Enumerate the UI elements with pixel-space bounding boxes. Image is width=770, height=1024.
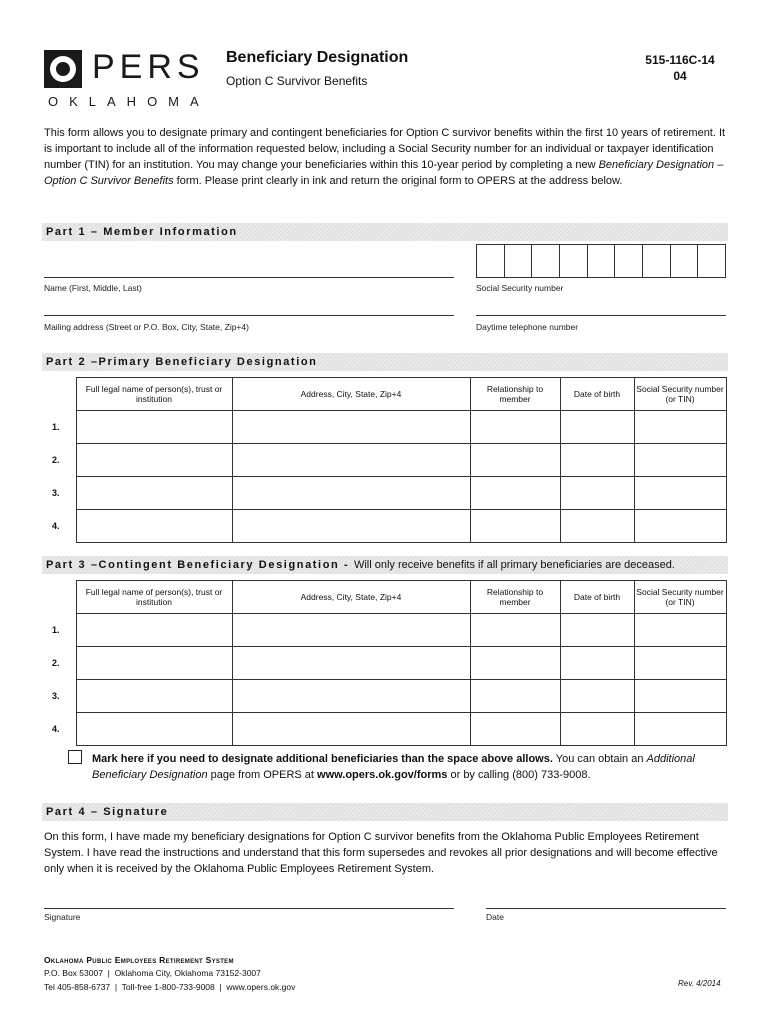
signature-label: Signature bbox=[44, 912, 81, 922]
footer-address: P.O. Box 53007 | Oklahoma City, Oklahoma 73152-3007 bbox=[44, 968, 261, 978]
address-cell[interactable] bbox=[232, 477, 470, 510]
ssn-label: Social Security number bbox=[476, 283, 564, 293]
name-line[interactable] bbox=[44, 277, 454, 278]
name-cell[interactable] bbox=[76, 411, 232, 444]
ssn-cell[interactable] bbox=[634, 510, 726, 543]
col-address-header: Address, City, State, Zip+4 bbox=[232, 378, 470, 411]
date-line[interactable] bbox=[486, 908, 726, 909]
address-cell[interactable] bbox=[232, 713, 470, 746]
address-cell[interactable] bbox=[232, 444, 470, 477]
ssn-cell[interactable] bbox=[634, 713, 726, 746]
address-cell[interactable] bbox=[232, 614, 470, 647]
part3-heading: Part 3 –Contingent Beneficiary Designation - Will only receive benefits if all primary beneficiaries are deceased. bbox=[42, 556, 728, 574]
additional-beneficiaries-checkbox[interactable] bbox=[68, 750, 82, 764]
row-number: 4. bbox=[52, 521, 60, 531]
signature-line[interactable] bbox=[44, 908, 454, 909]
name-cell[interactable] bbox=[76, 444, 232, 477]
signature-statement: On this form, I have made my beneficiary designations for Option C survivor benefits from the Oklahoma Public Employees Retirement System. I have read the instructions and understand that this form supersedes and revokes all prior designations and will become effective only when it is received by the Oklahoma Public Employees Retirement System. bbox=[44, 831, 718, 875]
table-row bbox=[44, 614, 726, 647]
row-number: 4. bbox=[52, 724, 60, 734]
part1-heading: Part 1 – Member Information bbox=[42, 223, 728, 241]
row-number: 1. bbox=[52, 422, 60, 432]
form-number: 515-116C-14 04 bbox=[645, 53, 715, 83]
part4-heading: Part 4 – Signature bbox=[42, 803, 728, 821]
table-row bbox=[44, 680, 726, 713]
name-cell[interactable] bbox=[76, 680, 232, 713]
dob-cell[interactable] bbox=[560, 614, 634, 647]
relationship-cell[interactable] bbox=[470, 510, 560, 543]
date-label: Date bbox=[486, 912, 504, 922]
part2-heading: Part 2 –Primary Beneficiary Designation bbox=[42, 353, 728, 371]
footer-org: Oklahoma Public Employees Retirement System bbox=[44, 955, 234, 965]
ssn-cell[interactable] bbox=[634, 444, 726, 477]
ssn-cell[interactable] bbox=[634, 477, 726, 510]
relationship-cell[interactable] bbox=[470, 614, 560, 647]
row-number: 2. bbox=[52, 658, 60, 668]
dob-cell[interactable] bbox=[560, 510, 634, 543]
table-header bbox=[44, 581, 726, 614]
form-subtitle: Option C Survivor Benefits bbox=[226, 74, 368, 88]
address-cell[interactable] bbox=[232, 647, 470, 680]
name-cell[interactable] bbox=[76, 647, 232, 680]
intro-paragraph: This form allows you to designate primary and contingent beneficiaries for Option C survivor benefits within the first 10 years of retirement. It is important to include all of the information requested below, including a Social Security number for an individual or taxpayer identification number (TIN) for an institution. You may change your beneficiaries within this 10-year period by completing a new Beneficiary Designation – Option C Survivor Benefits form. Please print clearly in ink and return the original form to OPERS at the address below. bbox=[44, 127, 726, 187]
table-row bbox=[44, 713, 726, 746]
ssn-cell[interactable] bbox=[634, 411, 726, 444]
name-cell[interactable] bbox=[76, 614, 232, 647]
address-cell[interactable] bbox=[232, 510, 470, 543]
form-title: Beneficiary Designation bbox=[226, 49, 409, 66]
dob-cell[interactable] bbox=[560, 680, 634, 713]
dob-cell[interactable] bbox=[560, 647, 634, 680]
revision-date: Rev. 4/2014 bbox=[678, 979, 721, 988]
logo-subtext: OKLAHOMA bbox=[48, 94, 210, 109]
relationship-cell[interactable] bbox=[470, 680, 560, 713]
name-cell[interactable] bbox=[76, 510, 232, 543]
row-number: 1. bbox=[52, 625, 60, 635]
relationship-cell[interactable] bbox=[470, 647, 560, 680]
address-cell[interactable] bbox=[232, 680, 470, 713]
name-cell[interactable] bbox=[76, 477, 232, 510]
relationship-cell[interactable] bbox=[470, 477, 560, 510]
ssn-cell[interactable] bbox=[634, 647, 726, 680]
table-header bbox=[44, 378, 726, 411]
footer-contact: Tel 405-858-6737 | Toll-free 1-800-733-9008 | www.opers.ok.gov bbox=[44, 982, 296, 992]
opers-logo bbox=[44, 48, 210, 110]
row-number: 2. bbox=[52, 455, 60, 465]
address-line[interactable] bbox=[44, 315, 454, 316]
ssn-cell[interactable] bbox=[634, 680, 726, 713]
col-dob-header: Date of birth bbox=[560, 378, 634, 411]
logo-text: PERS bbox=[92, 48, 205, 86]
address-cell[interactable] bbox=[232, 411, 470, 444]
col-name-header: Full legal name of person(s), trust or institution bbox=[76, 378, 232, 411]
row-number: 3. bbox=[52, 488, 60, 498]
dob-cell[interactable] bbox=[560, 444, 634, 477]
row-number: 3. bbox=[52, 691, 60, 701]
logo-o-icon bbox=[44, 50, 82, 88]
phone-line[interactable] bbox=[476, 315, 726, 316]
col-ssn-header: Social Security number (or TIN) bbox=[634, 378, 726, 411]
dob-cell[interactable] bbox=[560, 477, 634, 510]
dob-cell[interactable] bbox=[560, 713, 634, 746]
table-row bbox=[44, 647, 726, 680]
additional-beneficiaries-text: Mark here if you need to designate additional beneficiaries than the space above allows. You can obtain an Additional Beneficiary Designation page from OPERS at www.opers.ok.gov/forms or by calling (800) 733-9008. bbox=[92, 753, 695, 781]
table-row bbox=[44, 444, 726, 477]
relationship-cell[interactable] bbox=[470, 411, 560, 444]
address-label: Mailing address (Street or P.O. Box, City, State, Zip+4) bbox=[44, 322, 249, 332]
name-label: Name (First, Middle, Last) bbox=[44, 283, 142, 293]
col-relationship-header: Relationship to member bbox=[470, 581, 560, 614]
primary-beneficiary-table bbox=[44, 377, 727, 543]
table-row bbox=[44, 477, 726, 510]
dob-cell[interactable] bbox=[560, 411, 634, 444]
col-relationship-header: Relationship to member bbox=[470, 378, 560, 411]
ssn-boxes[interactable] bbox=[476, 244, 726, 278]
table-row bbox=[44, 510, 726, 543]
col-dob-header: Date of birth bbox=[560, 581, 634, 614]
contingent-beneficiary-table bbox=[44, 580, 727, 746]
part3-note: Will only receive benefits if all primary beneficiaries are deceased. bbox=[353, 559, 675, 571]
relationship-cell[interactable] bbox=[470, 444, 560, 477]
col-name-header: Full legal name of person(s), trust or institution bbox=[76, 581, 232, 614]
col-ssn-header: Social Security number (or TIN) bbox=[634, 581, 726, 614]
relationship-cell[interactable] bbox=[470, 713, 560, 746]
ssn-cell[interactable] bbox=[634, 614, 726, 647]
col-address-header: Address, City, State, Zip+4 bbox=[232, 581, 470, 614]
table-row bbox=[44, 411, 726, 444]
phone-label: Daytime telephone number bbox=[476, 322, 579, 332]
name-cell[interactable] bbox=[76, 713, 232, 746]
